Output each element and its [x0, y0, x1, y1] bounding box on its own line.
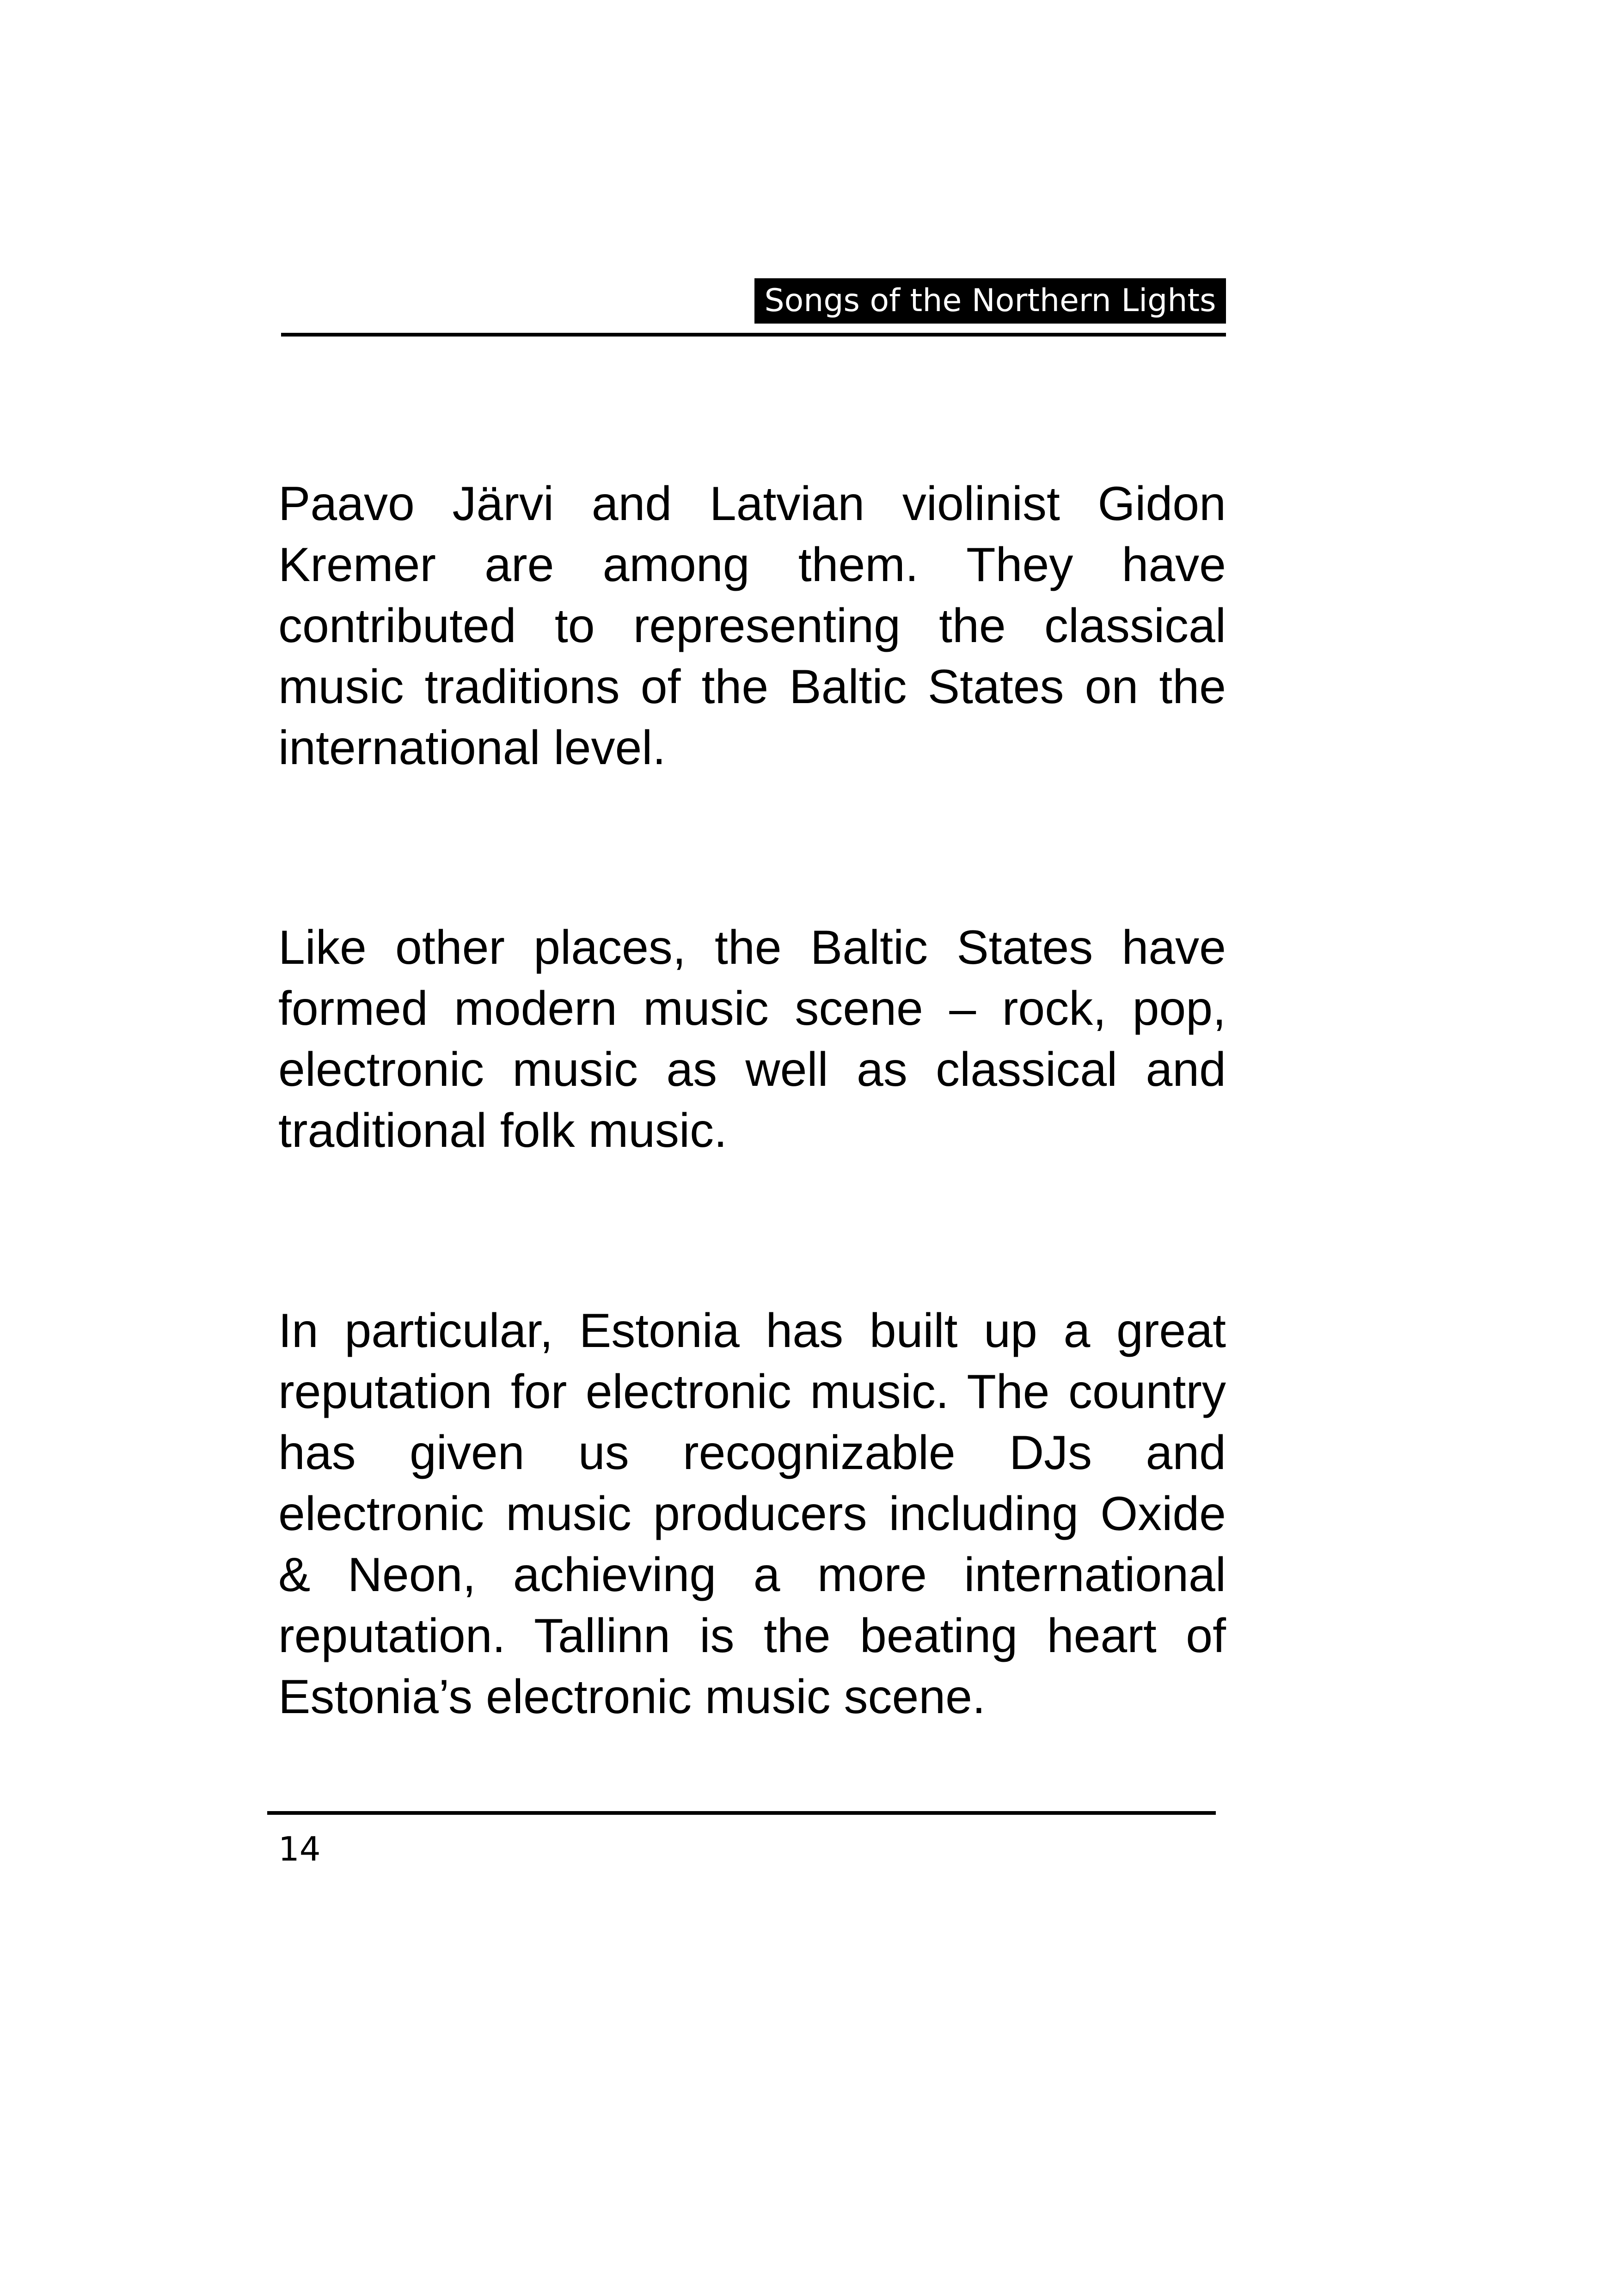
body-paragraph: Paavo Järvi and Latvian violinist Gidon Kremer are among them. They have contributed to representing the classical music traditions of the Baltic States on the international level. [278, 477, 1226, 775]
body-paragraph: In particular, Estonia has built up a great reputation for electronic music. The country has given us recognizable DJs and electronic music producers including Oxide & Neon, achieving a more international reputation. Tallinn is the beating heart of Estonia’s electronic music scene. [278, 1304, 1226, 1724]
body-paragraph: Like other places, the Baltic States have formed modern music scene – rock, pop, electronic music as well as classical and traditional folk music. [278, 921, 1226, 1157]
header-rule [281, 333, 1226, 337]
running-header-title: Songs of the Northern Lights [754, 278, 1226, 324]
page-number: 14 [278, 1830, 321, 1868]
footer-rule [267, 1811, 1216, 1815]
